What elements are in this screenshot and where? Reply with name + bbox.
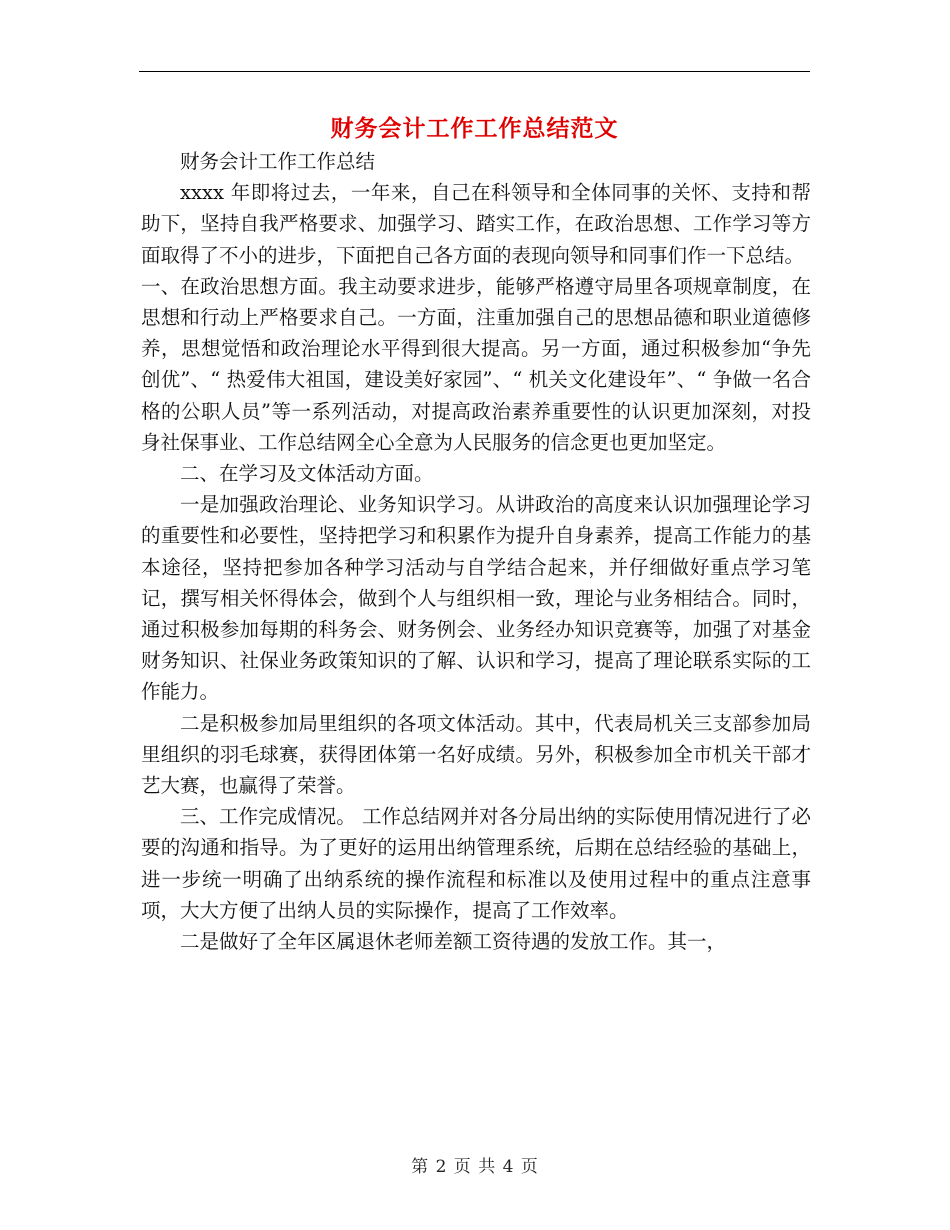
paragraph: xxxx 年即将过去，一年来，自己在科领导和全体同事的关怀、支持和帮助下，坚持自我严格要求、加强学习、踏实工作，在政治思想、工作学习等方面取得了不小的进步，下面把自己各方面的表现向领导和同事们作一下总结。 [141, 181, 811, 267]
header-rule [139, 71, 810, 72]
paragraph: 二是做好了全年区属退休老师差额工资待遇的发放工作。其一， [180, 930, 727, 954]
document-title: 财务会计工作工作总结范文 [330, 115, 619, 142]
document-body [141, 146, 811, 957]
paragraph: 三、工作完成情况。 工作总结网并对各分局出纳的实际使用情况进行了必要的沟通和指导。为了更好的运用出纳管理系统，后期在总结经验的基础上，进一步统一明确了出纳系统的操作流程和标准以及使用过程中的重点注意事项，大大方便了出纳人员的实际操作，提高了工作效率。 [141, 805, 811, 922]
paragraph: 一是加强政治理论、业务知识学习。从讲政治的高度来认识加强理论学习的重要性和必要性，坚持把学习和积累作为提升自身素养，提高工作能力的基本途径，坚持把参加各种学习活动与自学结合起来，并仔细做好重点学习笔记，撰写相关怀得体会，做到个人与组织相一致，理论与业务相结合。同时，通过积极参加每期的科务会、财务例会、业务经办知识竞赛等，加强了对基金财务知识、社保业务政策知识的了解、认识和学习，提高了理论联系实际的工作能力。 [141, 493, 811, 704]
paragraph: 财务会计工作工作总结 [180, 150, 376, 173]
page-number-footer: 第 2 页 共 4 页 [411, 1157, 539, 1177]
paragraph: 一、在政治思想方面。我主动要求进步，能够严格遵守局里各项规章制度，在思想和行动上严格要求自己。一方面，注重加强自己的思想品德和职业道德修养，思想觉悟和政治理论水平得到很大提高。另一方面，通过积极参加“争先创优”、“ 热爱伟大祖国，建设美好家园”、“ 机关文化建设年”、“ 争做一名合格的公职人员”等一系列活动，对提高政治素养重要性的认识更加深刻，对投身社保事业、工作总结网全心全意为人民服务的信念更也更加坚定。 [141, 274, 811, 454]
paragraph: 二、在学习及文体活动方面。 [180, 462, 434, 486]
paragraph: 二是积极参加局里组织的各项文体活动。其中，代表局机关三支部参加局里组织的羽毛球赛，获得团体第一名好成绩。另外，积极参加全市机关干部才艺大赛，也赢得了荣誉。 [141, 711, 811, 798]
